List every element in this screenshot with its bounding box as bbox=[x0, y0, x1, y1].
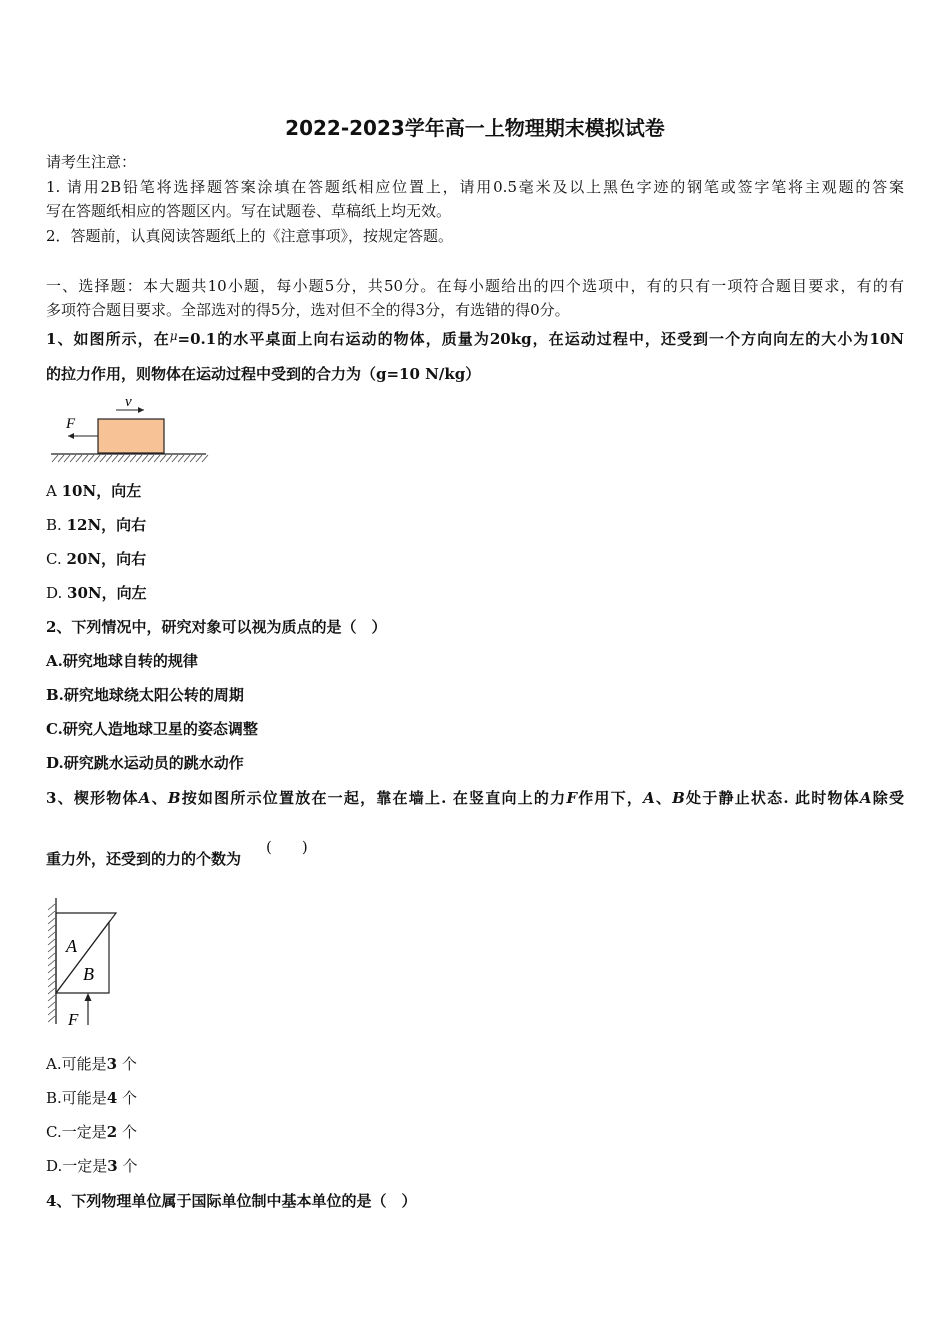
answer-parentheses: ( ) bbox=[266, 838, 308, 856]
wall-hatching bbox=[48, 904, 55, 1022]
q2-option-c: C.研究人造地球卫星的姿态调整 bbox=[46, 720, 258, 738]
force-label: F bbox=[66, 416, 76, 432]
question-3-stem: 3、楔形物体A、B按如图所示位置放在一起，靠在墙上. 在竖直向上的力F作用下，A、B处于静止状态. 此时物体A除受 bbox=[46, 789, 904, 807]
q3-option-c: C.一定是2 个 bbox=[46, 1123, 137, 1141]
question-1-stem: 1、如图所示，在$^\mu$=0.1的水平桌面上向右运动的物体，质量为20kg，在运动过程中，还受到一个方向向左的大小为10N bbox=[46, 329, 904, 348]
wedge-against-wall-figure bbox=[42, 894, 122, 1030]
question-2-stem: 2、下列情况中，研究对象可以视为质点的是（ ） bbox=[46, 618, 387, 636]
page-title: 2022-2023学年高一上物理期末模拟试卷 bbox=[285, 116, 665, 140]
question-1-stem-cont: 的拉力作用，则物体在运动过程中受到的合力为（g=10 N/kg） bbox=[46, 365, 481, 383]
question-4-stem: 4、下列物理单位属于国际单位制中基本单位的是（ ） bbox=[46, 1192, 417, 1210]
q1-option-b: B. 12N，向右 bbox=[46, 516, 147, 534]
q3-option-d: D.一定是3 个 bbox=[46, 1157, 138, 1175]
q1-option-d: D. 30N，向左 bbox=[46, 584, 147, 602]
notice-line-1: 1. 请用2B铅笔将选择题答案涂填在答题纸相应位置上，请用0.5毫米及以上黑色字迹的钢笔或签字笔将主观题的答案 bbox=[46, 178, 904, 196]
q1-option-a: A 10N，向左 bbox=[46, 482, 142, 500]
question-3-stem-cont: 重力外，还受到的力的个数为 bbox=[46, 850, 242, 868]
notice-line-1-cont: 写在答题纸相应的答题区内。写在试题卷、草稿纸上均无效。 bbox=[46, 202, 452, 220]
block bbox=[98, 419, 164, 453]
section-instructions: 一、选择题：本大题共10小题，每小题5分，共50分。在每小题给出的四个选项中，有的只有一项符合题目要求，有的有 bbox=[46, 277, 904, 295]
label-a: A bbox=[66, 936, 77, 956]
notice-heading: 请考生注意： bbox=[46, 153, 137, 171]
block-on-table-figure bbox=[48, 394, 210, 466]
q3-option-b: B.可能是4 个 bbox=[46, 1089, 138, 1107]
q2-option-a: A.研究地球自转的规律 bbox=[46, 652, 198, 670]
mu-symbol: μ bbox=[169, 329, 178, 343]
q1-option-c: C. 20N，向右 bbox=[46, 550, 147, 568]
notice-line-2: 2．答题前，认真阅读答题纸上的《注意事项》，按规定答题。 bbox=[46, 227, 454, 245]
label-f: F bbox=[68, 1010, 79, 1029]
table-hatching bbox=[52, 455, 208, 462]
q3-option-a: A.可能是3 个 bbox=[46, 1055, 137, 1073]
section-instructions-cont: 多项符合题目要求。全部选对的得5分，选对但不全的得3分，有选错的得0分。 bbox=[46, 301, 570, 319]
q2-option-b: B.研究地球绕太阳公转的周期 bbox=[46, 686, 244, 704]
label-b: B bbox=[83, 964, 94, 984]
q2-option-d: D.研究跳水运动员的跳水动作 bbox=[46, 754, 244, 772]
velocity-label: v bbox=[125, 394, 132, 410]
